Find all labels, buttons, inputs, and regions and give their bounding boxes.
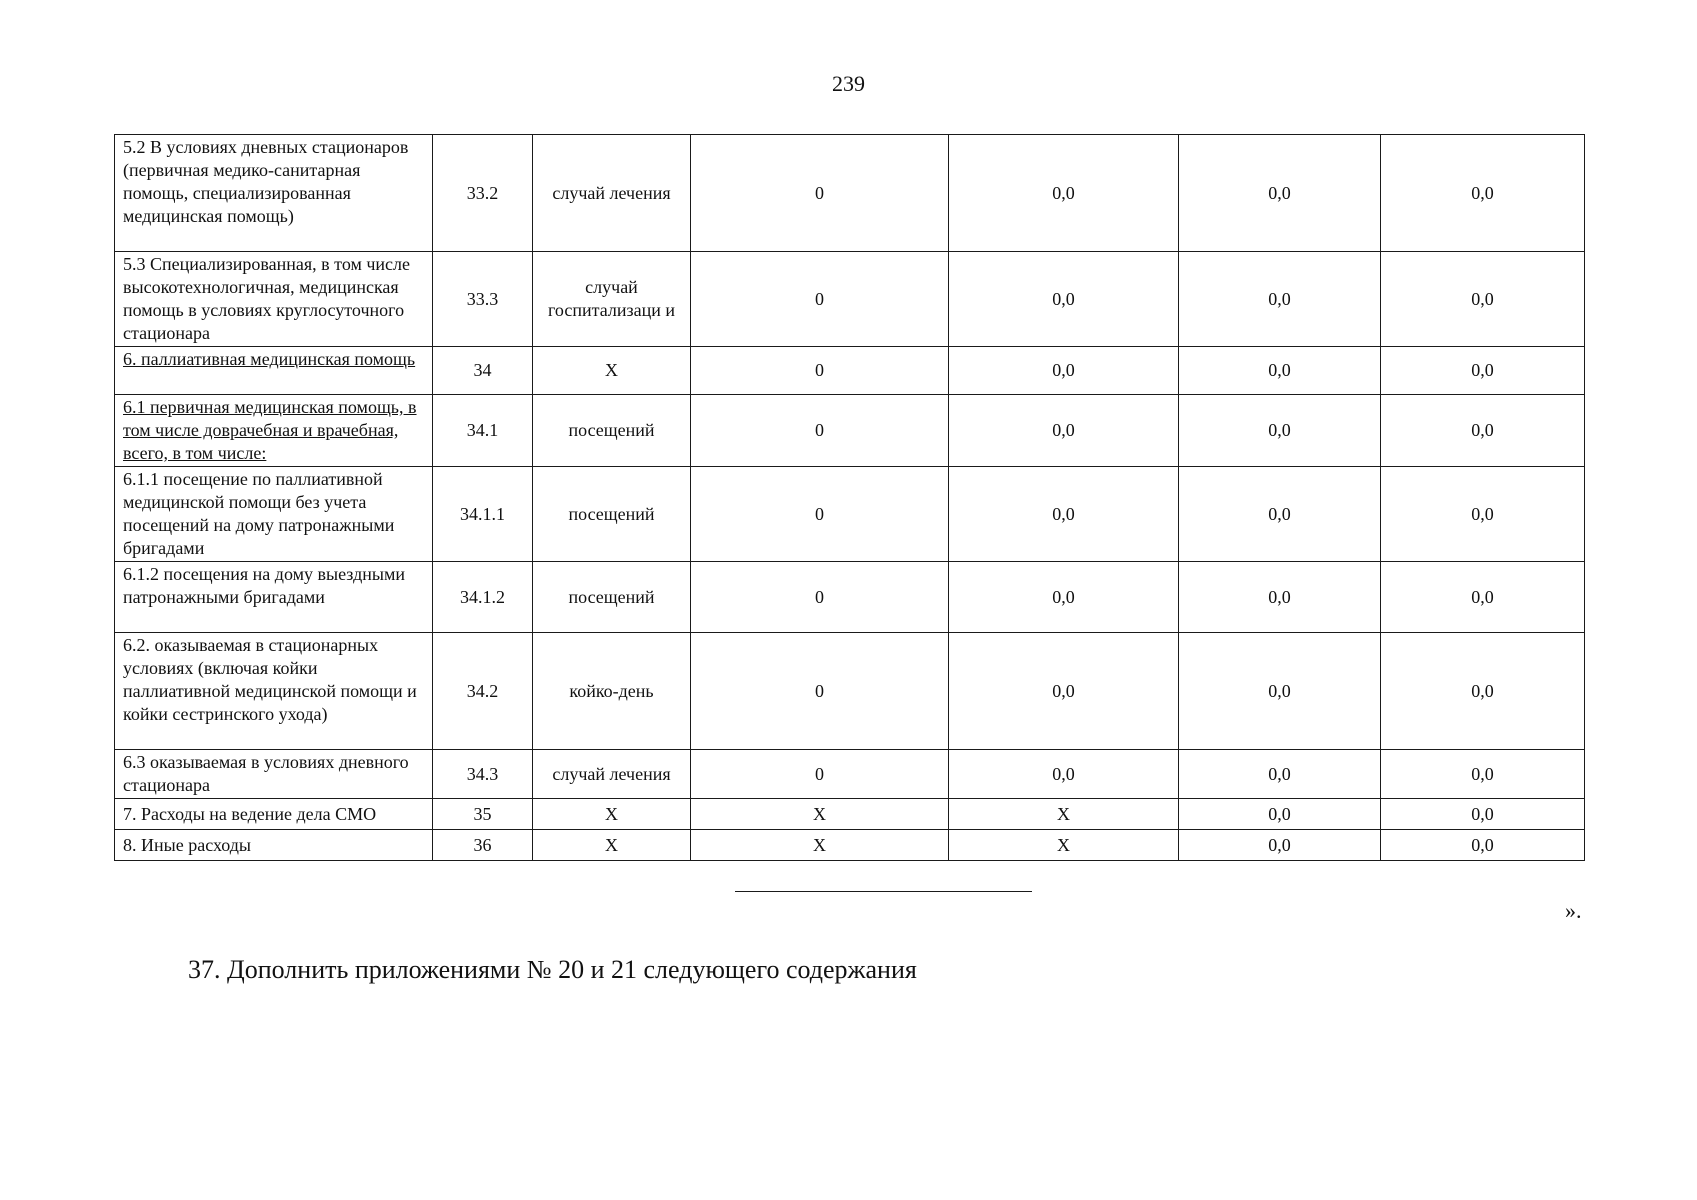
page-number: 239 (832, 71, 865, 96)
row-value-1: 0 (691, 252, 949, 347)
row-value-4: 0,0 (1381, 395, 1585, 467)
row-code: 34 (433, 347, 533, 395)
row-value-2: 0,0 (949, 633, 1179, 750)
row-unit: случай лечения (533, 135, 691, 252)
row-code: 36 (433, 830, 533, 861)
row-value-2: 0,0 (949, 562, 1179, 633)
row-value-1: 0 (691, 395, 949, 467)
row-value-2: X (949, 830, 1179, 861)
row-unit: случай госпитализаци и (533, 252, 691, 347)
row-value-4: 0,0 (1381, 347, 1585, 395)
table-row (115, 347, 1585, 395)
table-row (115, 395, 1585, 467)
row-value-2: 0,0 (949, 347, 1179, 395)
row-value-2: 0,0 (949, 750, 1179, 799)
table-row (115, 135, 1585, 252)
row-unit: X (533, 830, 691, 861)
row-value-3: 0,0 (1179, 467, 1381, 562)
row-unit: X (533, 799, 691, 830)
row-value-2: 0,0 (949, 395, 1179, 467)
row-value-4: 0,0 (1381, 562, 1585, 633)
row-value-1: 0 (691, 347, 949, 395)
table-row (115, 562, 1585, 633)
row-value-3: 0,0 (1179, 347, 1381, 395)
row-unit: посещений (533, 467, 691, 562)
table-row (115, 467, 1585, 562)
table-row (115, 633, 1585, 750)
table-row (115, 799, 1585, 830)
row-value-3: 0,0 (1179, 252, 1381, 347)
row-value-1: 0 (691, 750, 949, 799)
row-value-1: 0 (691, 633, 949, 750)
row-value-3: 0,0 (1179, 633, 1381, 750)
table-row (115, 830, 1585, 861)
row-value-1: 0 (691, 467, 949, 562)
row-code: 34.1.2 (433, 562, 533, 633)
row-name: 6.1.1 посещение по паллиативной медицинской помощи без учета посещений на дому патронажными бригадами (115, 467, 433, 562)
row-value-2: 0,0 (949, 252, 1179, 347)
row-value-3: 0,0 (1179, 135, 1381, 252)
row-value-3: 0,0 (1179, 562, 1381, 633)
row-value-3: 0,0 (1179, 395, 1381, 467)
row-code: 33.3 (433, 252, 533, 347)
row-name: 6.1.2 посещения на дому выездными патронажными бригадами (115, 562, 433, 633)
closing-quote-mark: ». (1565, 898, 1582, 923)
row-value-4: 0,0 (1381, 750, 1585, 799)
row-name: 7. Расходы на ведение дела СМО (115, 799, 433, 830)
body-paragraph: 37. Дополнить приложениями № 20 и 21 следующего содержания (188, 955, 917, 984)
row-name: 6. паллиативная медицинская помощь (115, 347, 433, 395)
row-unit: случай лечения (533, 750, 691, 799)
row-code: 34.3 (433, 750, 533, 799)
row-value-1: 0 (691, 562, 949, 633)
row-value-4: 0,0 (1381, 633, 1585, 750)
row-code: 34.2 (433, 633, 533, 750)
row-code: 35 (433, 799, 533, 830)
row-value-3: 0,0 (1179, 830, 1381, 861)
row-value-4: 0,0 (1381, 135, 1585, 252)
separator-line (735, 891, 1032, 892)
row-value-2: 0,0 (949, 135, 1179, 252)
row-name: 6.2. оказываемая в стационарных условиях (включая койки паллиативной медицинской помощи и койки сестринского ухода) (115, 633, 433, 750)
row-value-3: 0,0 (1179, 750, 1381, 799)
row-unit: посещений (533, 562, 691, 633)
row-name: 6.1 первичная медицинская помощь, в том числе доврачебная и врачебная, всего, в том числе: (115, 395, 433, 467)
row-value-4: 0,0 (1381, 467, 1585, 562)
row-code: 33.2 (433, 135, 533, 252)
row-name: 5.2 В условиях дневных стационаров (первичная медико-санитарная помощь, специализированная медицинская помощь) (115, 135, 433, 252)
data-table (114, 134, 1585, 861)
row-name: 8. Иные расходы (115, 830, 433, 861)
row-unit: койко-день (533, 633, 691, 750)
row-name: 6.3 оказываемая в условиях дневного стационара (115, 750, 433, 799)
row-value-4: 0,0 (1381, 830, 1585, 861)
row-value-1: X (691, 830, 949, 861)
row-value-4: 0,0 (1381, 799, 1585, 830)
row-value-2: X (949, 799, 1179, 830)
row-code: 34.1 (433, 395, 533, 467)
row-value-2: 0,0 (949, 467, 1179, 562)
table-row (115, 252, 1585, 347)
table-row (115, 750, 1585, 799)
row-code: 34.1.1 (433, 467, 533, 562)
row-value-1: 0 (691, 135, 949, 252)
row-name: 5.3 Специализированная, в том числе высокотехнологичная, медицинская помощь в условиях круглосуточного стационара (115, 252, 433, 347)
row-value-3: 0,0 (1179, 799, 1381, 830)
row-value-4: 0,0 (1381, 252, 1585, 347)
row-unit: X (533, 347, 691, 395)
row-value-1: X (691, 799, 949, 830)
row-unit: посещений (533, 395, 691, 467)
